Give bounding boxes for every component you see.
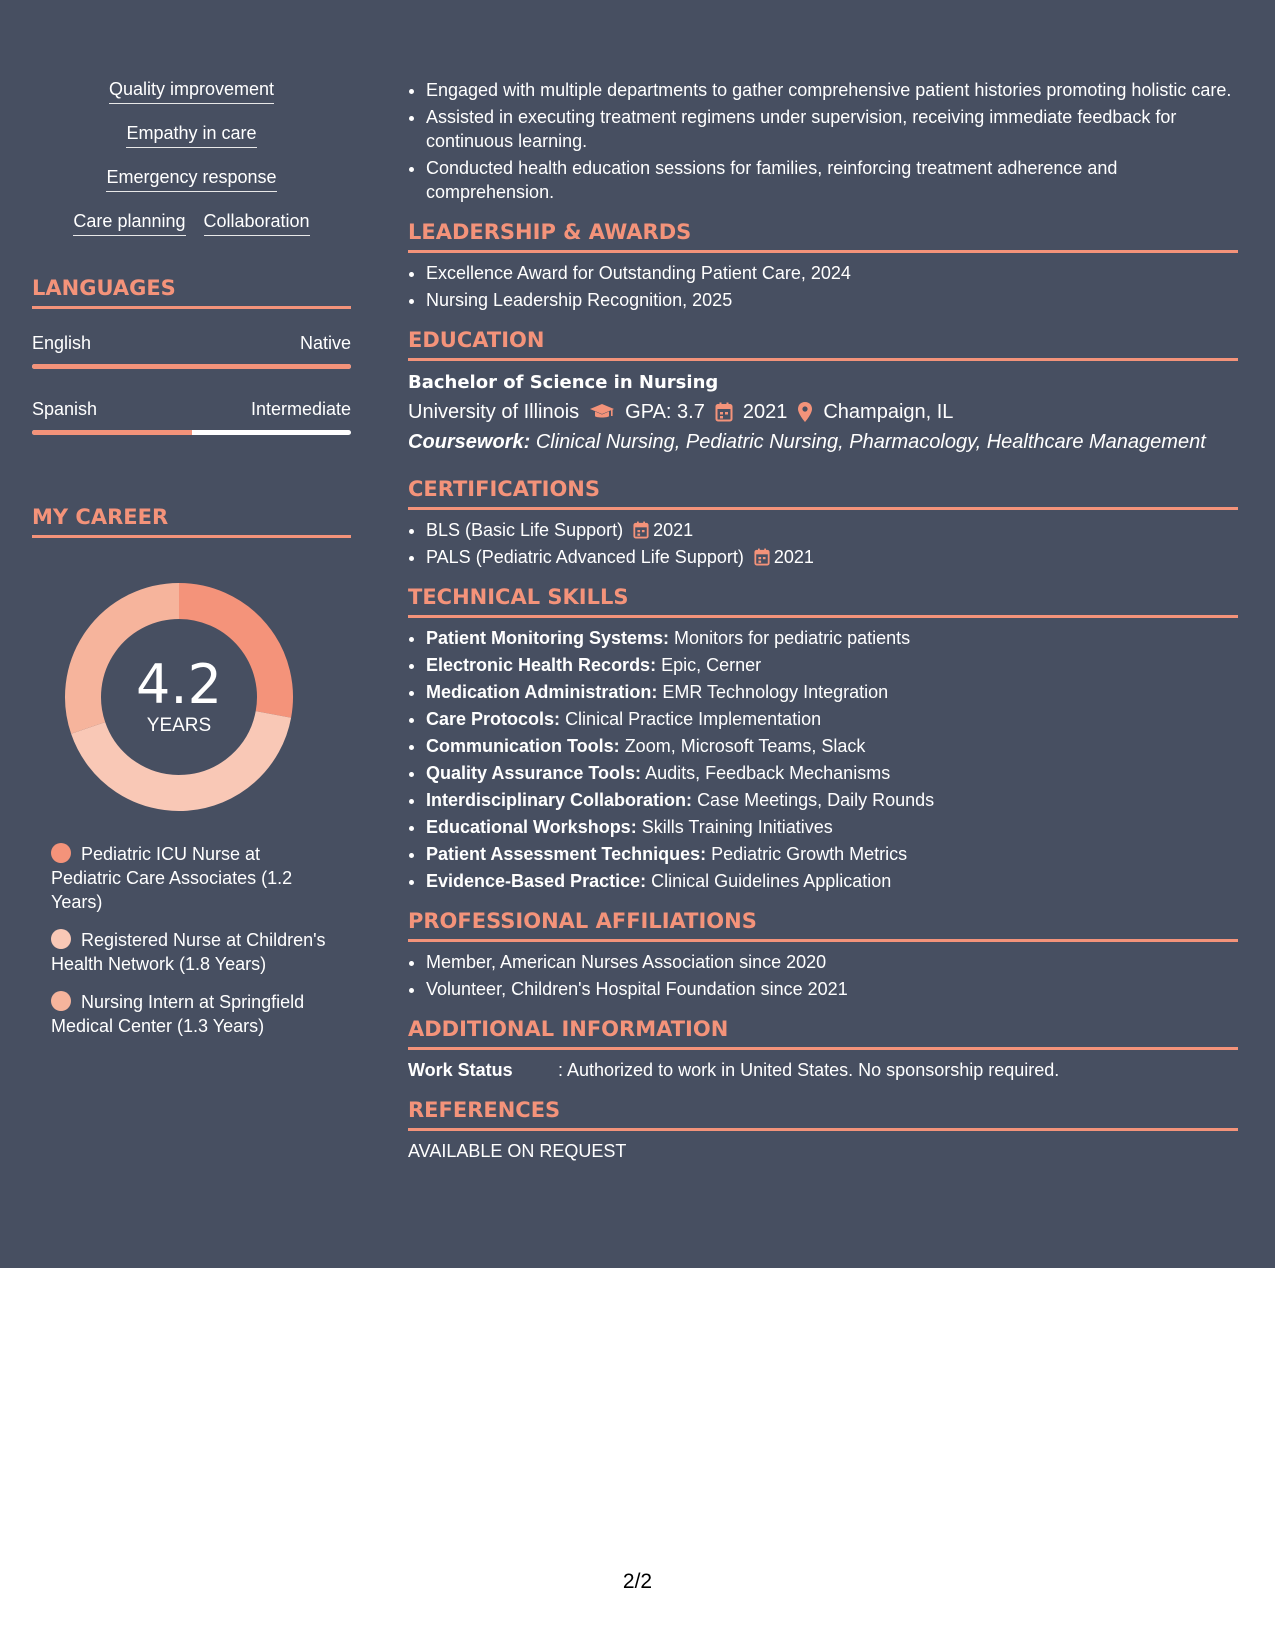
- school-location: Champaign, IL: [823, 401, 954, 423]
- career-dot: [51, 929, 71, 949]
- references-text: AVAILABLE ON REQUEST: [408, 1141, 627, 1161]
- technical-skill-value: Epic, Cerner: [661, 655, 762, 675]
- technical-skill-item: [426, 842, 1238, 866]
- technical-skill-label: Patient Assessment Techniques:: [426, 844, 707, 864]
- affiliation-item: • Volunteer, Children's Hospital Foundation since 2021: [426, 977, 1238, 1001]
- technical-skill-value: Monitors for pediatric patients: [674, 628, 911, 648]
- technical-skill-item: [426, 788, 1238, 812]
- language-name: English: [32, 333, 92, 353]
- technical-skill-value: Clinical Practice Implementation: [565, 709, 822, 729]
- section-title: CERTIFICATIONS: [408, 477, 601, 501]
- language-proficiency-bar: [32, 364, 351, 369]
- donut-center: [64, 582, 294, 812]
- technical-skill-label: Electronic Health Records:: [426, 655, 657, 675]
- language-level: Native: [299, 333, 351, 353]
- technical-skills-section: [408, 583, 1238, 893]
- award-item: • Excellence Award for Outstanding Patient Care, 2024: [426, 261, 1238, 285]
- certification-item: [426, 545, 1238, 569]
- technical-skill-item: [426, 869, 1238, 893]
- career-item: [51, 928, 331, 976]
- language-level: Intermediate: [250, 399, 351, 419]
- technical-skill-item: [426, 761, 1238, 785]
- section-divider: [32, 306, 351, 309]
- career-item: [51, 990, 331, 1038]
- technical-skill-item: [426, 734, 1238, 758]
- section-divider: [32, 535, 351, 538]
- section-divider: [408, 1047, 1238, 1050]
- work-status-label: Work Status: [408, 1060, 513, 1080]
- technical-skill-item: [426, 815, 1238, 839]
- experience-bullets: [408, 78, 1238, 204]
- career-item-text: Registered Nurse at Children's Health Network (1.8 Years): [51, 930, 326, 974]
- technical-skill-label: Medication Administration:: [426, 682, 658, 702]
- section-title: TECHNICAL SKILLS: [408, 585, 629, 609]
- career-unit: YEARS: [146, 715, 212, 736]
- work-status-value: : Authorized to work in United States. No sponsorship required.: [558, 1060, 1060, 1080]
- technical-skill-value: Skills Training Initiatives: [641, 817, 833, 837]
- coursework-list: Clinical Nursing, Pediatric Nursing, Pharmacology, Healthcare Management: [535, 431, 1206, 453]
- certification-item: [426, 518, 1238, 542]
- graduation-cap-icon: [589, 403, 615, 421]
- skill-tag: Care planning: [73, 210, 185, 236]
- left-column: [32, 78, 351, 1052]
- section-title: PROFESSIONAL AFFILIATIONS: [408, 909, 757, 933]
- skill-tag: Empathy in care: [126, 122, 256, 148]
- technical-skill-value: Clinical Guidelines Application: [651, 871, 892, 891]
- section-title: EDUCATION: [408, 328, 545, 352]
- calendar-icon: [633, 521, 649, 539]
- section-title: REFERENCES: [408, 1098, 561, 1122]
- language-proficiency-fill: [32, 364, 351, 369]
- section-title: MY CAREER: [32, 505, 169, 529]
- calendar-icon: [754, 548, 770, 566]
- affiliation-item: • Member, American Nurses Association since 2020: [426, 950, 1238, 974]
- certification-year: 2021: [773, 547, 814, 567]
- experience-bullet: • Assisted in executing treatment regimens under supervision, receiving immediate feedback for continuous learning.: [426, 105, 1238, 153]
- section-title: LANGUAGES: [32, 276, 176, 300]
- affiliations-section: [408, 907, 1238, 1001]
- certification-year: 2021: [653, 520, 694, 540]
- awards-section: [408, 218, 1238, 312]
- school-name: University of Illinois: [408, 401, 580, 423]
- career-donut-chart: [64, 582, 294, 812]
- technical-skill-item: [426, 653, 1238, 677]
- technical-skill-value: EMR Technology Integration: [662, 682, 889, 702]
- technical-skill-value: Audits, Feedback Mechanisms: [645, 763, 891, 783]
- section-divider: [408, 250, 1238, 253]
- language-row: [32, 333, 351, 354]
- graduation-year: 2021: [742, 401, 788, 423]
- certifications-section: [408, 475, 1238, 569]
- coursework: [408, 427, 1238, 457]
- section-divider: [408, 615, 1238, 618]
- additional-info-section: [408, 1015, 1238, 1082]
- technical-skill-item: [426, 680, 1238, 704]
- right-column: [408, 78, 1238, 1163]
- career-dot: [51, 843, 71, 863]
- references-section: [408, 1096, 1238, 1163]
- gpa: GPA: 3.7: [625, 401, 705, 423]
- section-title: LEADERSHIP & AWARDS: [408, 220, 692, 244]
- career-legend: [51, 842, 331, 1038]
- section-title: ADDITIONAL INFORMATION: [408, 1017, 729, 1041]
- technical-skill-label: Educational Workshops:: [426, 817, 637, 837]
- page-number: 2/2: [622, 1570, 653, 1593]
- career-total-years: 4.2: [136, 653, 222, 716]
- award-item: • Nursing Leadership Recognition, 2025: [426, 288, 1238, 312]
- language-proficiency-bar: [32, 430, 351, 435]
- career-section: [32, 503, 351, 1038]
- experience-bullet: • Engaged with multiple departments to gather comprehensive patient histories promoting holistic care.: [426, 78, 1238, 102]
- experience-bullet: • Conducted health education sessions for families, reinforcing treatment adherence and comprehension.: [426, 156, 1238, 204]
- section-divider: [408, 358, 1238, 361]
- technical-skill-value: Pediatric Growth Metrics: [711, 844, 908, 864]
- section-divider: [408, 507, 1238, 510]
- technical-skill-value: Case Meetings, Daily Rounds: [697, 790, 935, 810]
- calendar-icon: [715, 402, 733, 422]
- technical-skill-label: Interdisciplinary Collaboration:: [426, 790, 693, 810]
- language-row: [32, 399, 351, 420]
- skill-tag: Emergency response: [106, 166, 276, 192]
- degree: Bachelor of Science in Nursing: [408, 372, 719, 393]
- technical-skill-label: Quality Assurance Tools:: [426, 763, 642, 783]
- technical-skill-item: [426, 707, 1238, 731]
- technical-skill-label: Evidence-Based Practice:: [426, 871, 647, 891]
- skill-tag: Collaboration: [204, 210, 310, 236]
- technical-skill-item: [426, 626, 1238, 650]
- language-proficiency-fill: [32, 430, 192, 435]
- career-item-text: Pediatric ICU Nurse at Pediatric Care Associates (1.2 Years): [51, 844, 293, 912]
- career-item-text: Nursing Intern at Springfield Medical Center (1.3 Years): [51, 992, 305, 1036]
- skills-tags: [32, 78, 351, 236]
- career-dot: [51, 991, 71, 1011]
- certification-name: BLS (Basic Life Support): [426, 520, 624, 540]
- section-divider: [408, 939, 1238, 942]
- section-divider: [408, 1128, 1238, 1131]
- location-pin-icon: [797, 401, 813, 423]
- certification-name: PALS (Pediatric Advanced Life Support): [426, 547, 744, 567]
- technical-skill-label: Communication Tools:: [426, 736, 620, 756]
- languages-section: [32, 274, 351, 435]
- skill-tag: Quality improvement: [109, 78, 274, 104]
- education-section: [408, 326, 1238, 457]
- coursework-label: Coursework:: [408, 431, 531, 453]
- career-item: [51, 842, 331, 914]
- technical-skill-label: Patient Monitoring Systems:: [426, 628, 670, 648]
- technical-skill-value: Zoom, Microsoft Teams, Slack: [624, 736, 866, 756]
- language-name: Spanish: [32, 399, 98, 419]
- technical-skill-label: Care Protocols:: [426, 709, 561, 729]
- education-details: [408, 397, 1238, 427]
